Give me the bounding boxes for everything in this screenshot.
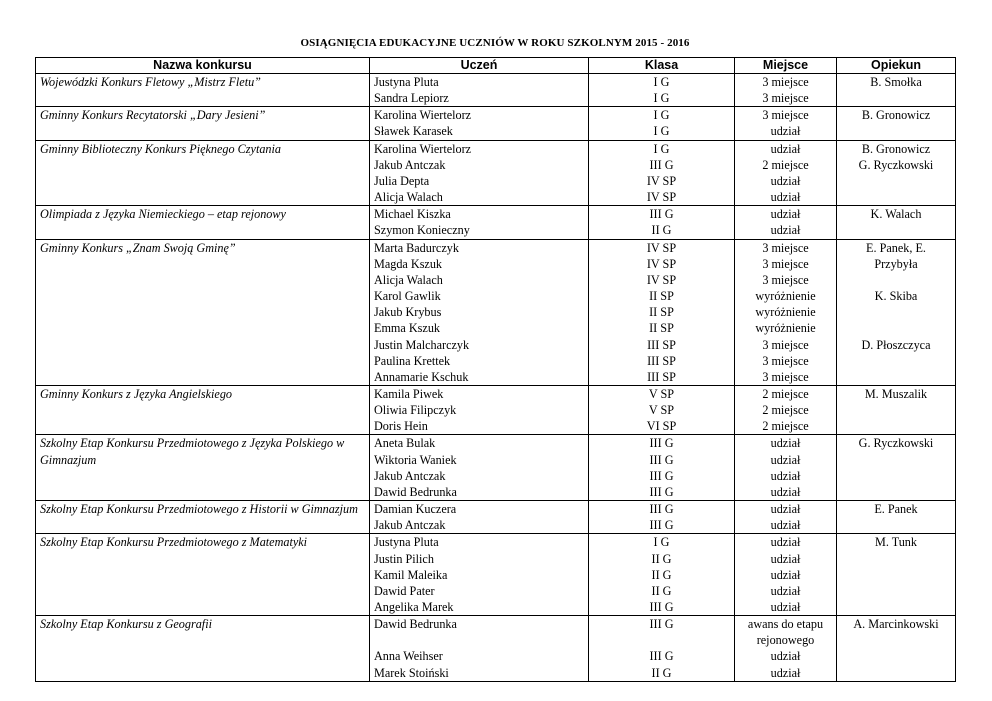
tutor-name: B. Smołka xyxy=(870,75,922,89)
student-class: IV SP xyxy=(646,256,677,271)
student-name: Wiktoria Waniek xyxy=(374,452,457,467)
student-class: IV SP xyxy=(646,240,677,255)
student-name-cell xyxy=(370,107,589,140)
contest-name-cell xyxy=(36,435,370,501)
student-place: udział xyxy=(770,600,801,614)
student-name-cell xyxy=(370,534,589,616)
student-place: 2 miejsce xyxy=(762,419,809,434)
student-class-cell xyxy=(589,616,735,682)
table-body xyxy=(36,74,956,682)
student-place-cell xyxy=(735,435,837,501)
student-class: III G xyxy=(649,452,674,467)
student-class: III G xyxy=(649,468,674,483)
student-name: Marek Stoiński xyxy=(374,665,449,680)
student-class: I G xyxy=(653,124,670,139)
student-class: VI SP xyxy=(646,419,677,434)
tutor-name: B. Gronowicz xyxy=(861,108,931,123)
student-name: Szymon Konieczny xyxy=(374,223,470,238)
tutor-name: G. Ryczkowski xyxy=(858,436,934,451)
student-class-cell xyxy=(589,435,735,501)
student-name: Kamil Maleika xyxy=(374,567,448,582)
student-place: 3 miejsce xyxy=(762,369,809,384)
student-class xyxy=(591,632,732,648)
tutor-name-cell xyxy=(837,616,956,682)
student-class: IV SP xyxy=(646,190,677,205)
student-class: III SP xyxy=(647,353,676,368)
contest-name-cell xyxy=(36,206,370,239)
student-class-cell xyxy=(589,206,735,239)
student-name: Damian Kuczera xyxy=(374,502,457,517)
tutor-name-cell xyxy=(837,74,956,107)
student-class: III G xyxy=(649,617,674,632)
student-name-cell xyxy=(370,616,589,682)
student-place: 3 miejsce xyxy=(762,353,809,368)
tutor-name: D. Płoszczyca xyxy=(861,337,931,352)
student-place-cell xyxy=(735,107,837,140)
table-row xyxy=(36,239,956,385)
student-place: wyróżnienie xyxy=(755,321,816,336)
student-place: 3 miejsce xyxy=(762,272,809,287)
student-place-cell xyxy=(735,74,837,107)
tutor-name: B. Gronowicz xyxy=(861,141,931,156)
student-class-cell xyxy=(589,74,735,107)
student-name: Oliwia Filipczyk xyxy=(374,403,457,418)
student-name: Jakub Antczak xyxy=(374,518,446,533)
student-class: II G xyxy=(651,583,672,598)
student-name: Karol Gawlik xyxy=(374,289,441,304)
tutor-name: K. Skiba xyxy=(874,289,918,304)
student-name: Karolina Wiertelorz xyxy=(374,108,472,123)
student-place: udział xyxy=(770,551,801,566)
student-place: udział xyxy=(770,452,801,467)
student-place: udział xyxy=(770,665,801,680)
student-name: Dawid Pater xyxy=(374,583,435,598)
student-name-cell xyxy=(370,501,589,534)
table-row xyxy=(36,501,956,534)
student-place: udział xyxy=(770,124,801,139)
achievements-table xyxy=(35,57,956,682)
table-row xyxy=(36,435,956,501)
student-place: udział xyxy=(770,468,801,483)
table-row xyxy=(36,616,956,682)
student-class: III G xyxy=(649,600,674,614)
contest-name-cell xyxy=(36,239,370,385)
student-place: udział xyxy=(770,583,801,598)
student-place: 3 miejsce xyxy=(762,256,809,271)
contest-name: Gminny Konkurs „Znam Swoją Gminę” xyxy=(40,240,236,255)
student-place: udział xyxy=(770,207,801,222)
student-place: rejonowego xyxy=(756,633,815,648)
student-place: udział xyxy=(770,649,801,664)
tutor-name xyxy=(839,320,953,336)
student-place: 2 miejsce xyxy=(762,403,809,418)
tutor-name-cell xyxy=(837,107,956,140)
contest-name: Szkolny Etap Konkursu z Geografii xyxy=(40,617,212,632)
tutor-name-cell xyxy=(837,501,956,534)
table-header-row xyxy=(36,58,956,74)
table-row xyxy=(36,107,956,140)
student-name: Sandra Lepiorz xyxy=(374,91,449,106)
student-class: I G xyxy=(653,141,670,156)
tutor-name-cell xyxy=(837,206,956,239)
student-name: Aneta Bulak xyxy=(374,436,436,451)
student-name: Justyna Pluta xyxy=(374,535,439,550)
student-place: wyróżnienie xyxy=(755,305,816,320)
student-class: II G xyxy=(651,567,672,582)
student-place: udział xyxy=(770,518,801,533)
student-place: wyróżnienie xyxy=(755,289,816,304)
student-place-cell xyxy=(735,239,837,385)
contest-name-cell xyxy=(36,616,370,682)
student-place: udział xyxy=(770,567,801,582)
tutor-name: M. Muszalik xyxy=(864,386,928,401)
student-place-cell xyxy=(735,501,837,534)
table-row xyxy=(36,385,956,434)
student-place: 3 miejsce xyxy=(762,75,809,89)
tutor-name-cell xyxy=(837,140,956,206)
contest-name-cell xyxy=(36,140,370,206)
student-class: III G xyxy=(649,436,674,451)
student-class: II SP xyxy=(649,305,674,320)
student-place: 3 miejsce xyxy=(762,91,809,106)
tutor-name: A. Marcinkowski xyxy=(853,617,939,632)
document-title: OSIĄGNIĘCIA EDUKACYJNE UCZNIÓW W ROKU SZKOLNYM 2015 - 2016 xyxy=(300,37,690,49)
tutor-name: E. Panek xyxy=(874,502,918,517)
student-place: udział xyxy=(770,436,801,451)
student-name: Emma Kszuk xyxy=(374,321,441,336)
student-place: 2 miejsce xyxy=(762,386,809,401)
student-class: V SP xyxy=(648,403,675,418)
student-name: Paulina Krettek xyxy=(374,353,451,368)
student-class-cell xyxy=(589,140,735,206)
contest-name-cell xyxy=(36,501,370,534)
student-class: III SP xyxy=(647,369,676,384)
student-class: III SP xyxy=(647,337,676,352)
student-place-cell xyxy=(735,385,837,434)
student-place: udział xyxy=(770,223,801,238)
student-place: udział xyxy=(770,484,801,499)
table-row xyxy=(36,206,956,239)
student-class: I G xyxy=(653,75,670,89)
student-name-cell xyxy=(370,385,589,434)
student-place-cell xyxy=(735,206,837,239)
contest-name: Szkolny Etap Konkursu Przedmiotowego z Historii w Gimnazjum xyxy=(40,502,358,517)
student-name: Dawid Bedrunka xyxy=(374,617,457,632)
student-class: III G xyxy=(649,649,674,664)
student-name: Dawid Bedrunka xyxy=(374,484,457,499)
student-name-cell xyxy=(370,140,589,206)
student-place: 3 miejsce xyxy=(762,240,809,255)
contest-name: Wojewódzki Konkurs Fletowy „Mistrz Fletu” xyxy=(40,75,261,89)
student-class: II G xyxy=(651,665,672,680)
student-name xyxy=(374,632,586,648)
contest-name: Szkolny Etap Konkursu Przedmiotowego z Języka Polskiego w Gimnazjum xyxy=(40,436,345,467)
table-row xyxy=(36,140,956,206)
student-class: I G xyxy=(653,91,670,106)
student-place-cell xyxy=(735,616,837,682)
student-name-cell xyxy=(370,239,589,385)
student-name: Karolina Wiertelorz xyxy=(374,141,472,156)
student-name: Anna Weihser xyxy=(374,649,443,664)
table-row xyxy=(36,74,956,107)
contest-name: Gminny Biblioteczny Konkurs Pięknego Czytania xyxy=(40,141,281,156)
student-class: III G xyxy=(649,207,674,222)
student-class: II G xyxy=(651,223,672,238)
student-name-cell xyxy=(370,435,589,501)
student-class: III G xyxy=(649,157,674,172)
student-place-cell xyxy=(735,140,837,206)
student-class-cell xyxy=(589,107,735,140)
tutor-name-cell xyxy=(837,435,956,501)
student-name: Magda Kszuk xyxy=(374,256,443,271)
tutor-name: M. Tunk xyxy=(874,535,917,550)
student-name: Alicja Walach xyxy=(374,272,443,287)
contest-name-cell xyxy=(36,74,370,107)
student-name: Angelika Marek xyxy=(374,600,454,614)
student-class: I G xyxy=(653,535,670,550)
student-name-cell xyxy=(370,206,589,239)
student-name: Justyna Pluta xyxy=(374,75,439,89)
tutor-name: E. Panek, E. xyxy=(866,240,926,255)
student-place-cell xyxy=(735,534,837,616)
contest-name: Gminny Konkurs z Języka Angielskiego xyxy=(40,386,233,401)
tutor-name-cell xyxy=(837,534,956,616)
student-place: 3 miejsce xyxy=(762,337,809,352)
student-class: V SP xyxy=(648,386,675,401)
header-place: Miejsce xyxy=(735,58,837,74)
contest-name-cell xyxy=(36,385,370,434)
student-name-cell xyxy=(370,74,589,107)
student-class: III G xyxy=(649,484,674,499)
tutor-name-cell xyxy=(837,385,956,434)
header-class: Klasa xyxy=(589,58,735,74)
student-place: udział xyxy=(770,535,801,550)
tutor-name xyxy=(839,304,953,320)
header-contest-name: Nazwa konkursu xyxy=(36,58,370,74)
header-student: Uczeń xyxy=(370,58,589,74)
student-name: Kamila Piwek xyxy=(374,386,444,401)
header-tutor: Opiekun xyxy=(837,58,956,74)
student-class: III G xyxy=(649,502,674,517)
contest-name: Olimpiada z Języka Niemieckiego – etap rejonowy xyxy=(40,207,286,222)
student-class: IV SP xyxy=(646,272,677,287)
student-class-cell xyxy=(589,385,735,434)
student-class: II G xyxy=(651,551,672,566)
student-class: IV SP xyxy=(646,173,677,188)
contest-name: Szkolny Etap Konkursu Przedmiotowego z Matematyki xyxy=(40,535,308,550)
tutor-name xyxy=(839,272,953,288)
tutor-name: Przybyła xyxy=(874,256,918,271)
student-name: Doris Hein xyxy=(374,419,428,434)
student-name: Jakub Antczak xyxy=(374,468,446,483)
student-class: II SP xyxy=(649,289,674,304)
student-place: 3 miejsce xyxy=(762,108,809,123)
student-name: Justin Malcharczyk xyxy=(374,337,470,352)
contest-name: Gminny Konkurs Recytatorski „Dary Jesieni” xyxy=(40,108,266,123)
student-name: Justin Pilich xyxy=(374,551,434,566)
student-name: Julia Depta xyxy=(374,173,430,188)
table-row xyxy=(36,534,956,616)
student-name: Jakub Krybus xyxy=(374,305,442,320)
student-class-cell xyxy=(589,239,735,385)
student-class-cell xyxy=(589,534,735,616)
student-class: I G xyxy=(653,108,670,123)
student-name: Michael Kiszka xyxy=(374,207,451,222)
student-place: udział xyxy=(770,141,801,156)
student-place: udział xyxy=(770,190,801,205)
student-place: awans do etapu xyxy=(747,617,824,632)
student-place: udział xyxy=(770,502,801,517)
contest-name-cell xyxy=(36,534,370,616)
tutor-name: K. Walach xyxy=(870,207,922,222)
student-place: 2 miejsce xyxy=(762,157,809,172)
tutor-name-cell xyxy=(837,239,956,385)
student-name: Annamarie Kschuk xyxy=(374,369,469,384)
student-name: Alicja Walach xyxy=(374,190,443,205)
tutor-name: G. Ryczkowski xyxy=(858,157,934,172)
student-class: II SP xyxy=(649,321,674,336)
student-class-cell xyxy=(589,501,735,534)
student-name: Sławek Karasek xyxy=(374,124,453,139)
student-name: Marta Badurczyk xyxy=(374,240,459,255)
student-place: udział xyxy=(770,173,801,188)
student-name: Jakub Antczak xyxy=(374,157,446,172)
contest-name-cell xyxy=(36,107,370,140)
student-class: III G xyxy=(649,518,674,533)
